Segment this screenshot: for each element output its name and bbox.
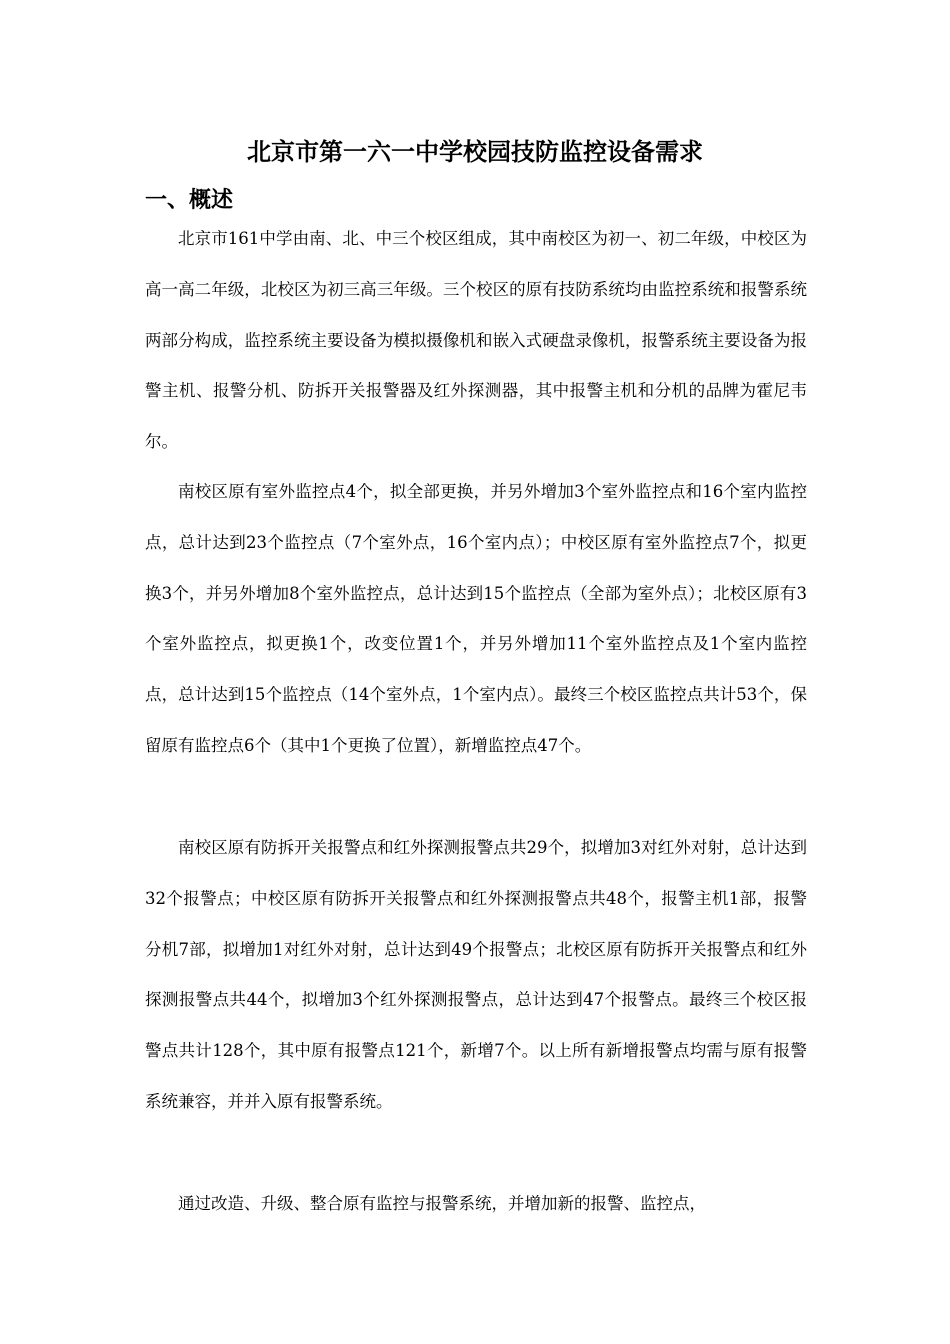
paragraph-campus-overview: 北京市161中学由南、北、中三个校区组成，其中南校区为初一、初二年级，中校区为高一高二年级，北校区为初三高三年级。三个校区的原有技防系统均由监控系统和报警系统两部分构成，监控系统主要设备为模拟摄像机和嵌入式硬盘录像机，报警系统主要设备为报警主机、报警分机、防拆开关报警器及红外探测器，其中报警主机和分机的品牌为霍尼韦尔。 [145,229,807,452]
document-title: 北京市第一六一中学校园技防监控设备需求 [247,137,703,166]
paragraph-monitoring-points: 南校区原有室外监控点4个，拟全部更换，并另外增加3个室外监控点和16个室内监控点，总计达到23个监控点（7个室外点，16个室内点）；中校区原有室外监控点7个，拟更换3个，并另外增加8个室外监控点，总计达到15个监控点（全部为室外点）；北校区原有3个室外监控点，拟更换1个，改变位置1个，并另外增加11个室外监控点及1个室内监控点，总计达到15个监控点（14个室外点，1个室内点）。最终三个校区监控点共计53个，保留原有监控点6个（其中1个更换了位置），新增监控点47个。 [145,482,807,755]
paragraph-upgrade-intro: 通过改造、升级、整合原有监控与报警系统，并增加新的报警、监控点， [178,1194,706,1213]
paragraph-alarm-points: 南校区原有防拆开关报警点和红外探测报警点共29个，拟增加3对红外对射，总计达到32个报警点；中校区原有防拆开关报警点和红外探测报警点共48个，报警主机1部，报警分机7部，拟增加1对红外对射，总计达到49个报警点；北校区原有防拆开关报警点和红外探测报警点共44个，拟增加3个红外探测报警点，总计达到47个报警点。最终三个校区报警点共计128个，其中原有报警点121个，新增7个。以上所有新增报警点均需与原有报警系统兼容，并并入原有报警系统。 [145,838,807,1111]
section-heading-overview: 一、概述 [145,187,234,213]
